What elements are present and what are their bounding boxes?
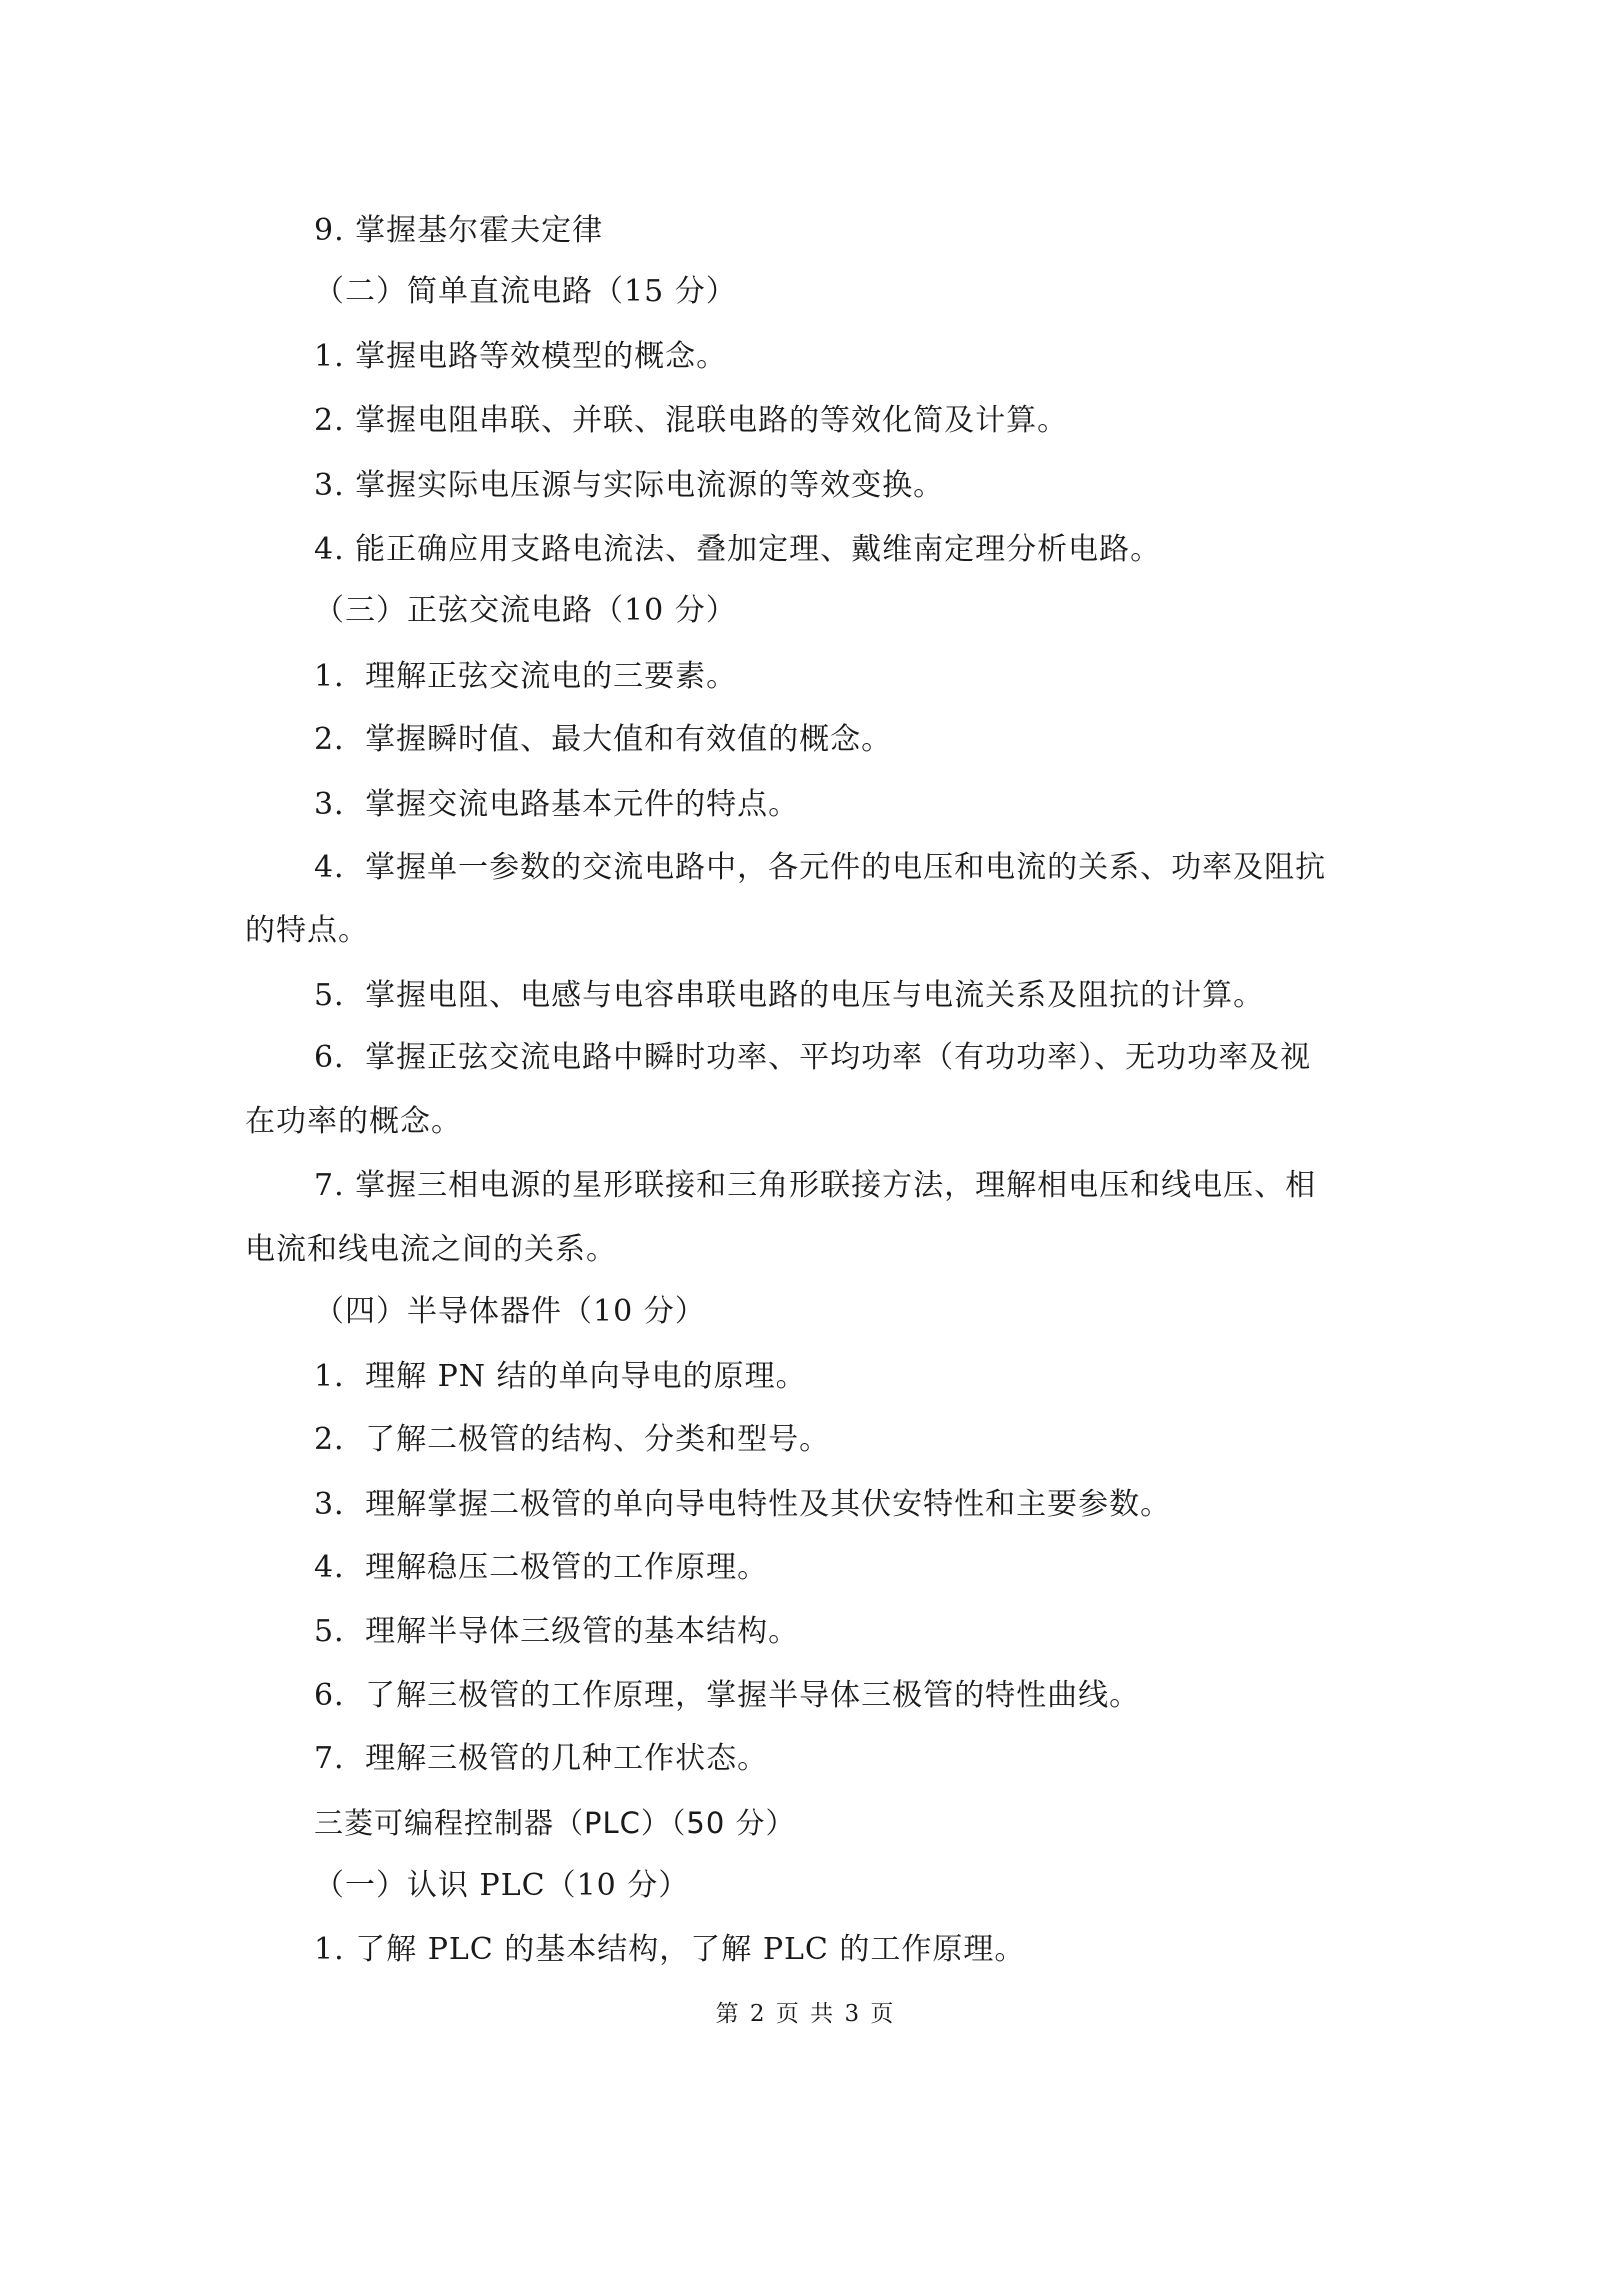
part-heading: 三菱可编程控制器（PLC）（50 分） [314, 1806, 796, 1840]
text-line: 1. 掌握电路等效模型的概念。 [314, 339, 728, 374]
text-line: 4．理解稳压二极管的工作原理。 [314, 1550, 769, 1585]
text-line: 2．掌握瞬时值、最大值和有效值的概念。 [314, 722, 893, 757]
text-line: 3. 掌握实际电压源与实际电流源的等效变换。 [314, 468, 945, 503]
section-heading: （二）简单直流电路（15 分） [314, 274, 737, 309]
text-line-continuation: 在功率的概念。 [245, 1104, 462, 1139]
text-line: 7．理解三极管的几种工作状态。 [314, 1741, 769, 1776]
text-line: 5．掌握电阻、电感与电容串联电路的电压与电流关系及阻抗的计算。 [314, 978, 1265, 1013]
text-line-continuation: 的特点。 [245, 913, 369, 948]
text-line: 4. 能正确应用支路电流法、叠加定理、戴维南定理分析电路。 [314, 532, 1162, 567]
text-line: 5．理解半导体三级管的基本结构。 [314, 1614, 800, 1649]
section-heading: （三）正弦交流电路（10 分） [314, 593, 737, 628]
text-line: 4．掌握单一参数的交流电路中，各元件的电压和电流的关系、功率及阻抗 [314, 850, 1327, 885]
page-footer: 第 2 页 共 3 页 [715, 2001, 896, 2027]
section-heading: （一）认识 PLC（10 分） [314, 1868, 690, 1903]
text-line: 1．理解正弦交流电的三要素。 [314, 659, 738, 694]
text-line: 1．理解 PN 结的单向导电的原理。 [314, 1359, 807, 1394]
text-line: 1. 了解 PLC 的基本结构，了解 PLC 的工作原理。 [314, 1932, 1026, 1967]
text-line: 7. 掌握三相电源的星形联接和三角形联接方法，理解相电压和线电压、相 [314, 1168, 1317, 1203]
text-line-continuation: 电流和线电流之间的关系。 [245, 1232, 617, 1267]
text-line: 2. 掌握电阻串联、并联、混联电路的等效化简及计算。 [314, 403, 1069, 438]
text-line: 9. 掌握基尔霍夫定律 [314, 213, 604, 248]
text-line: 3．掌握交流电路基本元件的特点。 [314, 787, 800, 822]
text-line: 3．理解掌握二极管的单向导电特性及其伏安特性和主要参数。 [314, 1487, 1172, 1522]
text-line: 6．了解三极管的工作原理，掌握半导体三极管的特性曲线。 [314, 1678, 1141, 1713]
text-line: 2．了解二极管的结构、分类和型号。 [314, 1422, 831, 1457]
text-line: 6．掌握正弦交流电路中瞬时功率、平均功率（有功功率）、无功功率及视 [314, 1040, 1312, 1075]
section-heading: （四）半导体器件（10 分） [314, 1294, 706, 1329]
